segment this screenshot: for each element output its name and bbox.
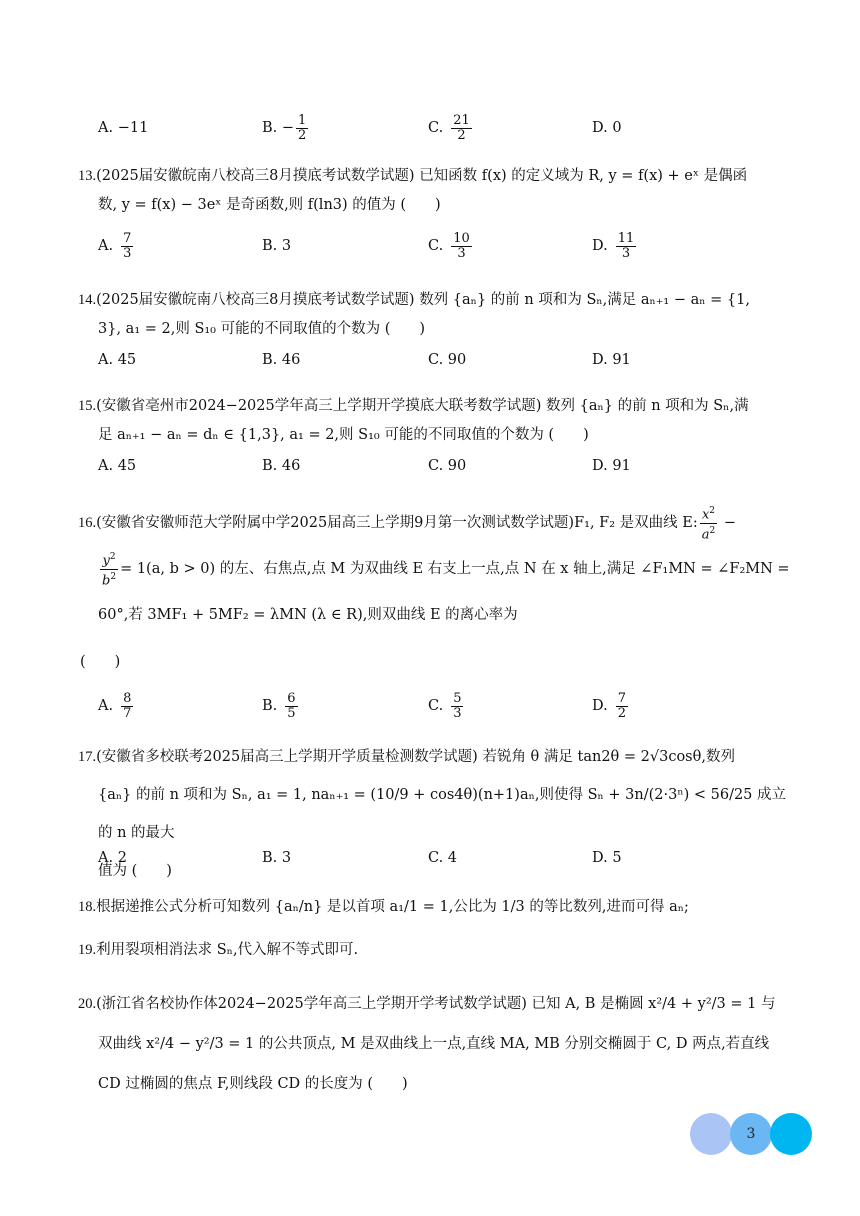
question-20 <box>78 984 790 1104</box>
page-bubble-left <box>690 1113 732 1155</box>
q14-option-a[interactable]: A. 45 <box>98 352 137 368</box>
q20-line-1: 20.(浙江省名校协作体2024−2025学年高三上学期开学考试数学试题) 已知 A, B 是椭圆 x²/4 + y²/3 = 1 与 <box>78 996 776 1012</box>
q13-option-b[interactable]: B. 3 <box>262 238 292 254</box>
q16-option-b[interactable]: B. $\frac{6}{5}$ <box>262 690 296 721</box>
question-source: (2025届安徽皖南八校高三8月摸底考试数学试题) <box>96 292 415 308</box>
q14-option-b[interactable]: B. 46 <box>262 352 301 368</box>
item-19: 19.利用裂项相消法求 Sₙ,代入解不等式即可. <box>78 942 359 958</box>
q15-option-d[interactable]: D. 91 <box>592 458 631 474</box>
question-source: (安徽省多校联考2025届高三上学期开学质量检测数学试题) <box>96 749 478 765</box>
x2-over-a2: $\frac{x^2}{a^2}$ <box>701 506 716 542</box>
q16-option-d[interactable]: D. $\frac{7}{2}$ <box>592 690 626 721</box>
q16-line-1: 16.(安徽省安徽师范大学附属中学2025届高三上学期9月第一次测试数学试题)F₁, F₂ 是双曲线 E: $\frac{x^2}{a^2}$ − <box>78 506 736 542</box>
q12-option-b-fraction: $\frac{1}{2}$ <box>298 112 307 143</box>
item-18: 18.根据递推公式分析可知数列 {aₙ/n} 是以首项 a₁/1 = 1,公比为 1/3 的等比数列,进而可得 aₙ; <box>78 899 689 915</box>
q14-options <box>98 344 778 376</box>
question-number: 13. <box>78 168 97 184</box>
q17-option-c[interactable]: C. 4 <box>428 850 458 866</box>
q12-option-c-fraction: $\frac{21}{2}$ <box>453 112 470 143</box>
question-13 <box>78 162 790 220</box>
q16-option-c[interactable]: C. $\frac{5}{3}$ <box>428 690 462 721</box>
q17-option-b[interactable]: B. 3 <box>262 850 292 866</box>
question-source: (安徽省亳州市2024−2025学年高三上学期开学摸底大联考数学试题) <box>96 398 542 414</box>
q14-option-c[interactable]: C. 90 <box>428 352 467 368</box>
q17-line-2: {aₙ} 的前 n 项和为 Sₙ, a₁ = 1, naₙ₊₁ = (10/9 + cos4θ)(n+1)aₙ,则使得 Sₙ + 3n/(2·3ⁿ) < 56/25 成立的 n 的最大 <box>98 787 787 841</box>
q14-line-2: 3}, a₁ = 2,则 S₁₀ 可能的不同取值的个数为 ( ) <box>98 321 426 337</box>
page-bubble-right <box>770 1113 812 1155</box>
page-number: 3 <box>746 1126 756 1142</box>
q15-option-a[interactable]: A. 45 <box>98 458 137 474</box>
question-number: 18. <box>78 899 97 915</box>
q16-line-3: 60°,若 3MF₁ + 5MF₂ = λMN (λ ∈ R),则双曲线 E 的离心率为 <box>98 607 518 623</box>
q13-options <box>98 230 778 262</box>
q17-line-1: 17.(安徽省多校联考2025届高三上学期开学质量检测数学试题) 若锐角 θ 满足 tan2θ = 2√3cosθ,数列 <box>78 749 735 765</box>
q15-options <box>98 450 778 482</box>
question-14 <box>78 286 790 344</box>
question-source: (安徽省安徽师范大学附属中学2025届高三上学期9月第一次测试数学试题) <box>96 515 575 531</box>
q15-option-c[interactable]: C. 90 <box>428 458 467 474</box>
q13-option-c[interactable]: C. $\frac{10}{3}$ <box>428 230 470 261</box>
q13-option-a[interactable]: A. $\frac{7}{3}$ <box>98 230 132 261</box>
question-number: 16. <box>78 515 97 531</box>
q16-answer-blank: ( ) <box>80 654 121 670</box>
q15-option-b[interactable]: B. 46 <box>262 458 301 474</box>
q12-option-c[interactable]: C. $\frac{21}{2}$ <box>428 112 470 143</box>
question-15 <box>78 392 790 450</box>
q13-line-1: 13.(2025届安徽皖南八校高三8月摸底考试数学试题) 已知函数 f(x) 的定义域为 R, y = f(x) + eˣ 是偶函 <box>78 168 748 184</box>
q12-options <box>98 112 778 144</box>
q17-line-3: 值为 ( ) <box>98 863 172 879</box>
y2-over-b2: $\frac{y^2}{b^2}$ <box>102 552 117 588</box>
q15-line-2: 足 aₙ₊₁ − aₙ = dₙ ∈ {1,3}, a₁ = 2,则 S₁₀ 可能的不同取值的个数为 ( ) <box>98 427 589 443</box>
question-source: (浙江省名校协作体2024−2025学年高三上学期开学考试数学试题) <box>96 996 527 1012</box>
q17-option-d[interactable]: D. 5 <box>592 850 622 866</box>
question-number: 19. <box>78 942 97 958</box>
q12-option-d[interactable]: D. 0 <box>592 120 622 136</box>
q20-line-3: CD 过椭圆的焦点 F,则线段 CD 的长度为 ( ) <box>98 1076 408 1092</box>
question-number: 15. <box>78 398 97 414</box>
question-number: 14. <box>78 292 97 308</box>
q16-option-a[interactable]: A. $\frac{8}{7}$ <box>98 690 132 721</box>
question-16 <box>78 500 790 638</box>
q12-option-a[interactable]: A. −11 <box>98 120 149 136</box>
question-number: 20. <box>78 996 97 1012</box>
q14-option-d[interactable]: D. 91 <box>592 352 631 368</box>
q17-options <box>98 842 778 874</box>
q16-options <box>98 688 778 724</box>
question-number: 17. <box>78 749 97 765</box>
q16-line-2: $\frac{y^2}{b^2}$ = 1(a, b > 0) 的左、右焦点,点 M 为双曲线 E 右支上一点,点 N 在 x 轴上,满足 ∠F₁MN = ∠F₂MN = <box>102 552 790 588</box>
q13-line-2: 数, y = f(x) − 3eˣ 是奇函数,则 f(ln3) 的值为 ( ) <box>98 197 441 213</box>
question-source: (2025届安徽皖南八校高三8月摸底考试数学试题) <box>96 168 415 184</box>
q15-line-1: 15.(安徽省亳州市2024−2025学年高三上学期开学摸底大联考数学试题) 数列 {aₙ} 的前 n 项和为 Sₙ,满 <box>78 398 749 414</box>
q20-line-2: 双曲线 x²/4 − y²/3 = 1 的公共顶点, M 是双曲线上一点,直线 MA, MB 分别交椭圆于 C, D 两点,若直线 <box>98 1036 770 1052</box>
q14-line-1: 14.(2025届安徽皖南八校高三8月摸底考试数学试题) 数列 {aₙ} 的前 n 项和为 Sₙ,满足 aₙ₊₁ − aₙ = {1, <box>78 292 750 308</box>
q12-option-b[interactable]: B. − $\frac{1}{2}$ <box>262 112 307 143</box>
q17-option-a[interactable]: A. 2 <box>98 850 127 866</box>
q13-option-d[interactable]: D. $\frac{11}{3}$ <box>592 230 635 261</box>
